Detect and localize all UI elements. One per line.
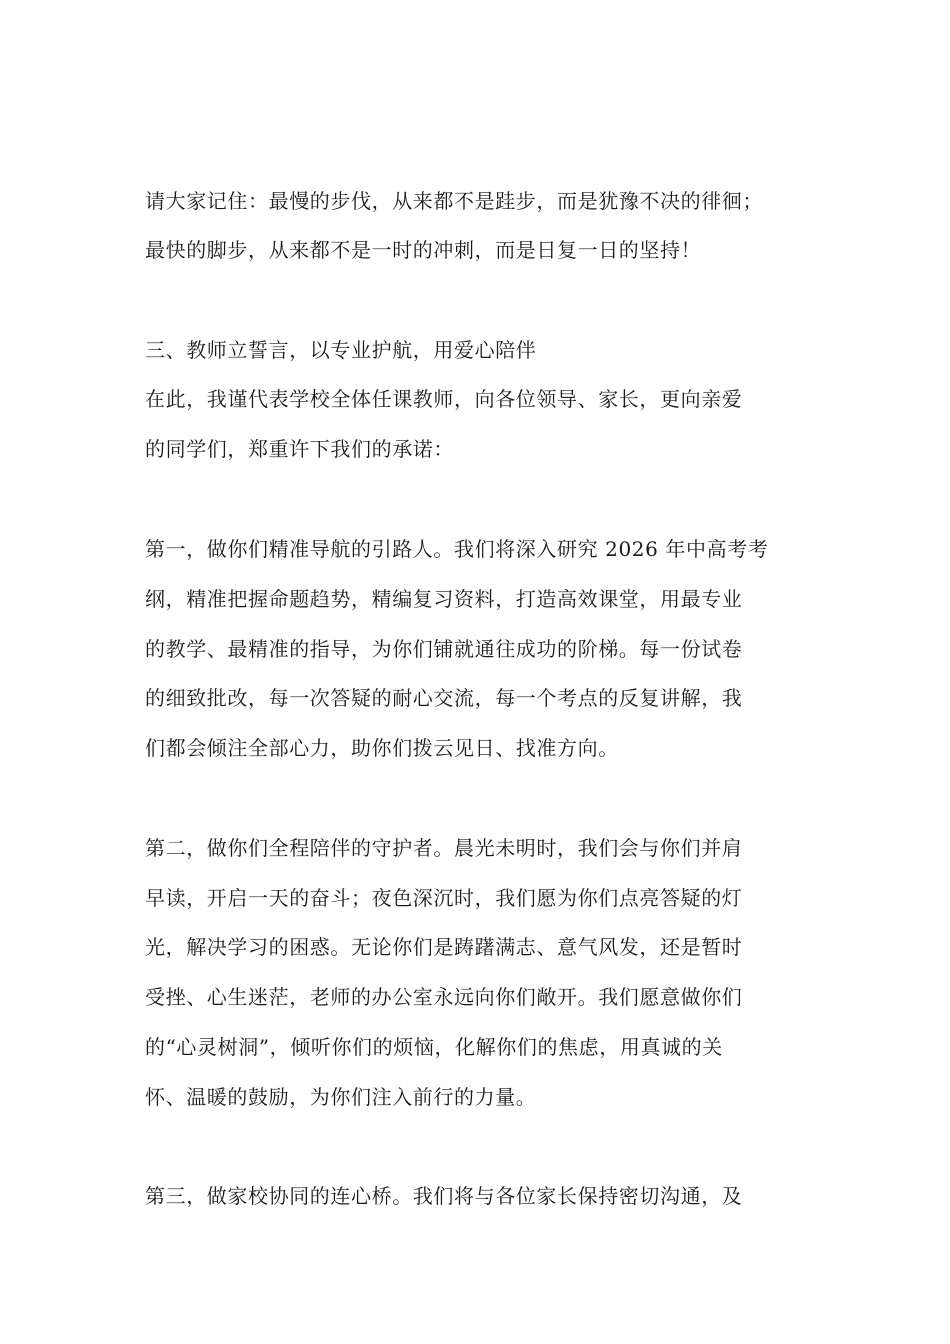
text-line: 在此，我谨代表学校全体任课教师，向各位领导、家长，更向亲爱 xyxy=(145,387,743,411)
text-line: 最快的脚步，从来都不是一时的冲刺，而是日复一日的坚持！ xyxy=(145,238,702,262)
text-line: 的教学、最精准的指导，为你们铺就通往成功的阶梯。每一份试卷 xyxy=(145,637,743,661)
text-line: 受挫、心生迷茫，老师的办公室永远向你们敞开。我们愿意做你们 xyxy=(145,985,743,1009)
text-line: 的“心灵树洞”，倾听你们的烦恼，化解你们的焦虑，用真诚的关 xyxy=(145,1035,723,1059)
text-line: 请大家记住：最慢的步伐，从来都不是跬步，而是犹豫不决的徘徊； xyxy=(145,189,763,213)
text-line: 第三，做家校协同的连心桥。我们将与各位家长保持密切沟通，及 xyxy=(145,1184,743,1208)
text-line: 怀、温暖的鼓励，为你们注入前行的力量。 xyxy=(145,1085,537,1109)
text-line: 纲，精准把握命题趋势，精编复习资料，打造高效课堂，用最专业 xyxy=(145,587,743,611)
text-line: 光，解决学习的困惑。无论你们是踌躇满志、意气风发，还是暂时 xyxy=(145,935,743,959)
text-line: 第一，做你们精准导航的引路人。我们将深入研究 2026 年中高考考 xyxy=(145,537,769,561)
text-line: 第二，做你们全程陪伴的守护者。晨光未明时，我们会与你们并肩 xyxy=(145,836,743,860)
text-line: 的同学们，郑重许下我们的承诺： xyxy=(145,437,454,461)
text-line: 早读，开启一天的奋斗；夜色深沉时，我们愿为你们点亮答疑的灯 xyxy=(145,886,743,910)
text-line: 们都会倾注全部心力，助你们拨云见日、找准方向。 xyxy=(145,736,619,760)
section-heading: 三、教师立誓言，以专业护航，用爱心陪伴 xyxy=(145,338,537,362)
text-line: 的细致批改，每一次答疑的耐心交流，每一个考点的反复讲解，我 xyxy=(145,686,743,710)
